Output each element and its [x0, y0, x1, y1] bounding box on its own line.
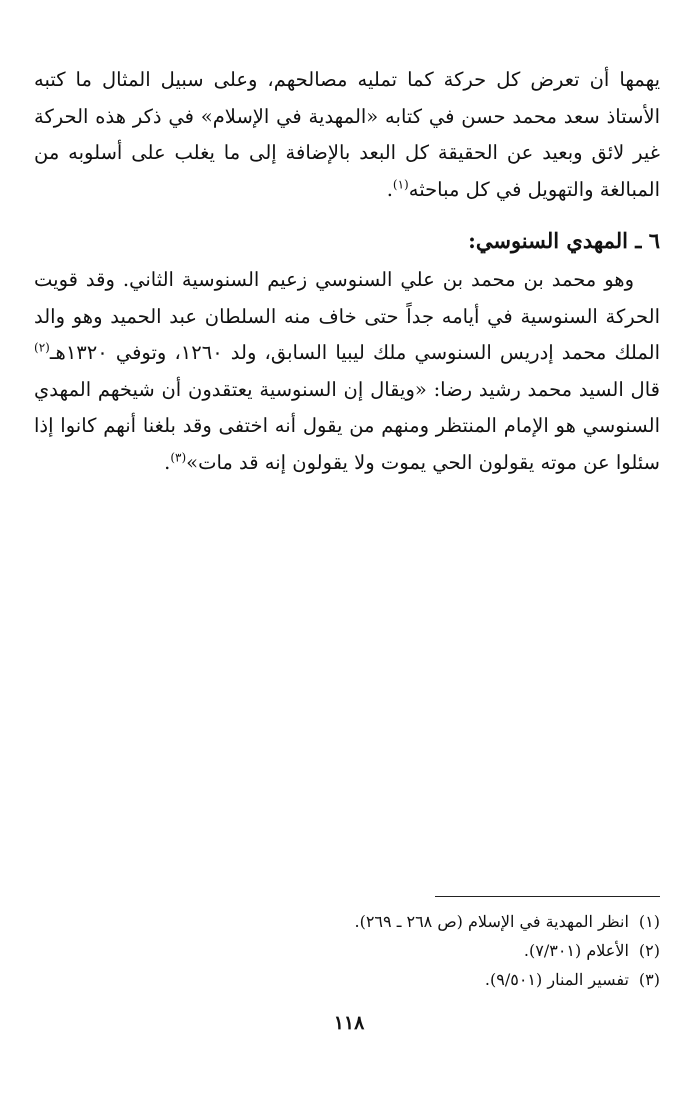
paragraph-2-end: .: [164, 450, 171, 474]
paragraph-2-text-2: قال السيد محمد رشيد رضا: «ويقال إن السنوسية يعتقدون أن شيخهم المهدي السنوسي هو الإمام المنتظر ومنهم من يقول أنه اختفى وقد بلغنا أنهم كانوا إذا سئلوا عن موته يقولون الحي يموت ولا يقولون إنه قد مات»: [34, 377, 660, 474]
footnote-divider: [435, 896, 660, 897]
paragraph-1-end: .: [386, 177, 393, 201]
paragraph-2-text-1: وهو محمد بن محمد بن علي السنوسي زعيم السنوسية الثاني. وقد قويت الحركة السنوسية في أيامه جداً حتى خاف منه السلطان عبد الحميد وهو والد الملك محمد إدريس السنوسي ملك ليبيا السابق، ولد ١٢٦٠، وتوفي ١٣٢٠هـ: [34, 268, 660, 364]
footnote-3-text: تفسير المنار (٩/٥٠١).: [484, 970, 629, 989]
paragraph-1-text: يهمها أن تعرض كل حركة كما تمليه مصالحهم، وعلى سبيل المثال ما كتبه الأستاذ سعد محمد حسن في كتابه «المهدية في الإسلام» في ذكر هذه الحركة غير لائق وبعيد عن الحقيقة كل البعد بالإضافة إلى ما يغلب على أسلوبه من المبالغة والتهويل في كل مباحثه: [34, 68, 660, 201]
footnote-2-text: الأعلام (٧/٣٠١).: [523, 941, 629, 960]
paragraph-1: [34, 62, 660, 208]
footnote-3: [140, 965, 660, 994]
footnote-1-number: (١): [638, 912, 660, 931]
page-body: [34, 62, 660, 481]
footnote-1-text: انظر المهدية في الإسلام (ص ٢٦٨ ـ ٢٦٩).: [354, 912, 629, 931]
footnote-2: [140, 936, 660, 965]
footnote-2-number: (٢): [638, 941, 660, 960]
footnote-3-number: (٣): [638, 970, 660, 989]
footnote-ref-1: (١): [392, 177, 409, 191]
footnotes: [140, 896, 660, 994]
paragraph-2: [34, 262, 660, 481]
footnote-1: [140, 907, 660, 936]
footnote-ref-3: (٣): [170, 450, 187, 464]
section-heading: ٦ ـ المهدي السنوسي:: [468, 228, 660, 253]
page-number: ١١٨: [333, 1012, 365, 1034]
footnote-ref-2: (٢): [34, 340, 50, 355]
